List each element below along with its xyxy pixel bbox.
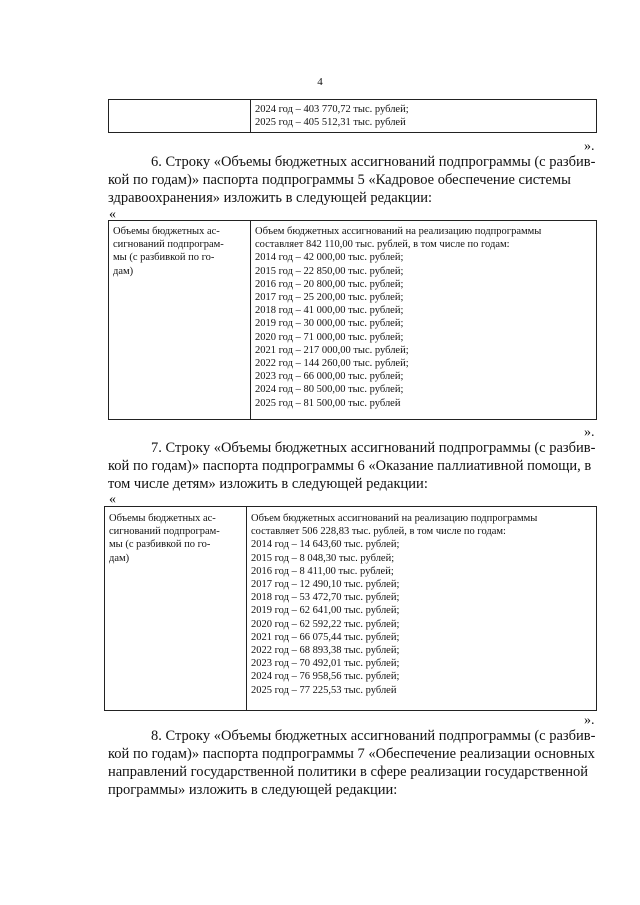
open-quote: «	[109, 492, 116, 507]
table-value-line: 2020 год – 62 592,22 тыс. рублей;	[251, 618, 400, 630]
table-value-line: составляет 506 228,83 тыс. рублей, в том числе по годам:	[251, 526, 506, 538]
table-value-line: 2019 год – 30 000,00 тыс. рублей;	[255, 318, 404, 330]
paragraph-7	[108, 439, 598, 493]
table-label-line: дам)	[113, 265, 134, 277]
paragraph-line: кой по годам)» паспорта подпрограммы 5 «Кадровое обеспечение системы	[108, 172, 571, 188]
paragraph-line: кой по годам)» паспорта подпрограммы 7 «Обеспечение реализации основных	[108, 746, 595, 762]
table-value-line: 2017 год – 12 490,10 тыс. рублей;	[251, 579, 400, 591]
paragraph-line: 6. Строку «Объемы бюджетных ассигнований подпрограммы (с разбив-	[151, 154, 596, 170]
table-7	[104, 506, 597, 711]
open-quote: «	[109, 207, 116, 222]
table-value-line: 2018 год – 53 472,70 тыс. рублей;	[251, 592, 400, 604]
top-table-line: 2025 год – 405 512,31 тыс. рублей	[255, 117, 406, 129]
table-value-line: 2016 год – 8 411,00 тыс. рублей;	[251, 565, 394, 577]
table-value-line: 2024 год – 76 958,56 тыс. рублей;	[251, 671, 400, 683]
table-value-line: 2022 год – 68 893,38 тыс. рублей;	[251, 645, 400, 657]
page-number: 4	[317, 76, 323, 88]
top-table	[108, 99, 597, 133]
paragraph-line: том числе детям» изложить в следующей редакции:	[108, 476, 428, 492]
paragraph-8	[108, 727, 598, 799]
table-value-line: 2016 год – 20 800,00 тыс. рублей;	[255, 278, 404, 290]
close-quote: ».	[584, 139, 595, 154]
table-value-line: 2021 год – 217 000,00 тыс. рублей;	[255, 344, 409, 356]
table-value-line: 2024 год – 80 500,00 тыс. рублей;	[255, 384, 404, 396]
table-value-line: 2019 год – 62 641,00 тыс. рублей;	[251, 605, 400, 617]
table-7-right-cell	[247, 507, 597, 711]
table-label-line: мы (с разбивкой по го-	[113, 252, 215, 264]
paragraph-line: программы» изложить в следующей редакции:	[108, 782, 398, 798]
table-label-line: мы (с разбивкой по го-	[109, 539, 211, 551]
table-label-line: дам)	[109, 552, 130, 564]
top-table-right-cell	[251, 100, 597, 133]
close-quote: ».	[584, 425, 595, 440]
close-quote: ».	[584, 713, 595, 728]
table-value-line: 2017 год – 25 200,00 тыс. рублей;	[255, 292, 404, 304]
table-value-line: 2023 год – 70 492,01 тыс. рублей;	[251, 658, 400, 670]
top-table-left-cell	[109, 100, 251, 133]
top-table-line: 2024 год – 403 770,72 тыс. рублей;	[255, 104, 409, 115]
table-value-line: 2014 год – 42 000,00 тыс. рублей;	[255, 252, 404, 264]
paragraph-line: кой по годам)» паспорта подпрограммы 6 «Оказание паллиативной помощи, в	[108, 458, 592, 474]
table-value-line: 2014 год – 14 643,60 тыс. рублей;	[251, 539, 400, 551]
paragraph-line: здравоохранения» изложить в следующей редакции:	[108, 190, 433, 206]
table-6-left-cell	[109, 221, 251, 420]
paragraph-6	[108, 153, 598, 207]
table-value-line: 2025 год – 81 500,00 тыс. рублей	[255, 397, 401, 409]
table-label-line: сигнований подпрограм-	[113, 239, 224, 251]
table-7-left-cell	[105, 507, 247, 711]
table-label-line: Объемы бюджетных ас-	[109, 513, 216, 524]
table-6	[108, 220, 597, 420]
table-value-line: 2022 год – 144 260,00 тыс. рублей;	[255, 358, 409, 370]
paragraph-line: 8. Строку «Объемы бюджетных ассигнований подпрограммы (с разбив-	[151, 728, 596, 744]
table-value-line: 2023 год – 66 000,00 тыс. рублей;	[255, 371, 404, 383]
paragraph-line: 7. Строку «Объемы бюджетных ассигнований подпрограммы (с разбив-	[151, 440, 596, 456]
table-value-line: 2015 год – 8 048,30 тыс. рублей;	[251, 552, 395, 564]
table-value-line: составляет 842 110,00 тыс. рублей, в том числе по годам:	[255, 239, 510, 251]
table-value-line: 2020 год – 71 000,00 тыс. рублей;	[255, 331, 404, 343]
table-value-line: Объем бюджетных ассигнований на реализацию подпрограммы	[255, 226, 542, 237]
table-value-line: Объем бюджетных ассигнований на реализацию подпрограммы	[251, 513, 538, 524]
paragraph-line: направлений государственной политики в сфере реализации государственной	[108, 764, 589, 780]
table-label-line: Объемы бюджетных ас-	[113, 226, 220, 237]
table-value-line: 2018 год – 41 000,00 тыс. рублей;	[255, 305, 404, 317]
table-value-line: 2015 год – 22 850,00 тыс. рублей;	[255, 265, 404, 277]
table-6-right-cell	[251, 221, 597, 420]
table-label-line: сигнований подпрограм-	[109, 526, 220, 538]
table-value-line: 2021 год – 66 075,44 тыс. рублей;	[251, 631, 400, 643]
table-value-line: 2025 год – 77 225,53 тыс. рублей	[251, 684, 397, 696]
